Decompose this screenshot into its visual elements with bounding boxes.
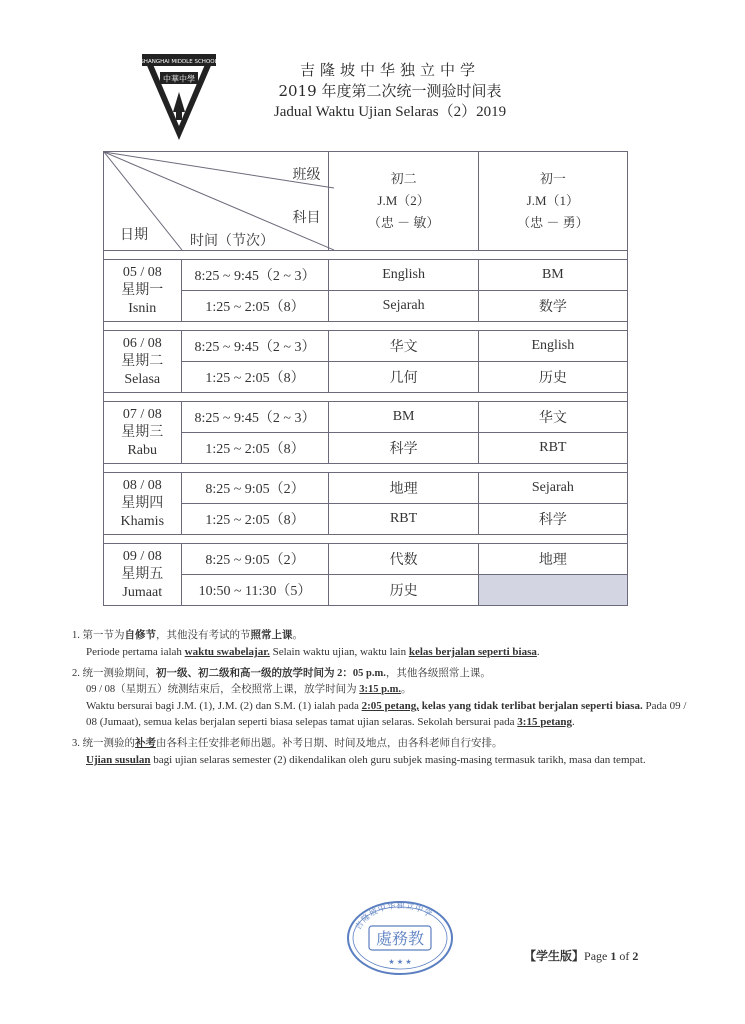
time-cell: 8:25 ~ 9:05（2） — [181, 544, 329, 575]
note-text: 第一节为 — [82, 630, 125, 641]
form2-name: 初二 — [390, 171, 417, 186]
page-label: Page — [584, 949, 611, 963]
note-text: ，其他各级照常上课。 — [385, 668, 491, 679]
corner-cell — [104, 152, 329, 251]
subject-cell: 华文 — [329, 331, 478, 362]
day-date: 08 / 08 — [122, 477, 162, 493]
row-gap — [104, 251, 628, 260]
day-chinese: 星期三 — [121, 424, 164, 440]
note-bold: 初一级、初二级和高一级的放学时间为 2：05 p.m. — [156, 668, 386, 679]
table-header-row — [104, 152, 628, 251]
table-row — [104, 402, 628, 433]
subject-cell: 科学 — [478, 504, 627, 535]
subject-cell: Sejarah — [329, 291, 478, 322]
day-chinese: 星期四 — [121, 495, 164, 511]
time-cell: 10:50 ~ 11:30（5） — [181, 575, 329, 606]
note-number: 3. — [72, 738, 80, 749]
subject-cell: RBT — [478, 433, 627, 464]
form1-sections: （忠 － 勇） — [517, 215, 589, 230]
logo-mid-text: 中華中學 — [163, 74, 195, 84]
note-3 — [72, 736, 692, 768]
note-bold: 3:15 petang — [517, 716, 572, 728]
class-column-header-form2 — [329, 152, 478, 251]
table-row — [104, 544, 628, 575]
day-cell-friday — [104, 544, 182, 606]
note-text: 。 — [292, 630, 303, 641]
logo-top-text: SHANGHAI MIDDLE SCHOOL — [140, 59, 218, 65]
table-row — [104, 331, 628, 362]
page-footer — [524, 947, 638, 964]
note-text: 由各科主任安排老师出题。补考日期、时间及地点，由各科老师自行安排。 — [156, 738, 503, 749]
time-cell: 1:25 ~ 2:05（8） — [181, 362, 329, 393]
exam-timetable — [103, 151, 628, 606]
stamp-stars: ★ ★ ★ — [388, 958, 412, 966]
note-text: . — [572, 716, 575, 728]
note-1 — [72, 628, 692, 660]
table-row — [104, 473, 628, 504]
of-label: of — [616, 949, 633, 963]
subject-cell: English — [329, 260, 478, 291]
subject-cell: 地理 — [329, 473, 478, 504]
form2-code: J.M（2） — [377, 193, 430, 208]
table-row — [104, 575, 628, 606]
row-gap — [104, 322, 628, 331]
note-text: 统一测验期间， — [82, 668, 156, 679]
day-date: 05 / 08 — [122, 264, 162, 280]
day-chinese: 星期二 — [121, 353, 164, 369]
office-stamp — [345, 898, 455, 976]
day-date: 06 / 08 — [122, 335, 162, 351]
note-bold: waktu swabelajar. — [184, 646, 270, 658]
note-text: 。 — [401, 684, 412, 695]
subject-cell: RBT — [329, 504, 478, 535]
table-row — [104, 260, 628, 291]
subject-cell: Sejarah — [478, 473, 627, 504]
school-name: 吉隆坡中华独立中学 — [299, 61, 480, 79]
note-text: 09 / 08（星期五）统测结束后，全校照常上课，放学时间为 — [86, 684, 360, 695]
time-cell: 1:25 ~ 2:05（8） — [181, 291, 329, 322]
day-malay: Rabu — [127, 442, 158, 458]
school-logo — [140, 50, 218, 142]
note-bold: 2:05 petang, — [361, 700, 420, 712]
document-header — [220, 60, 560, 123]
time-cell: 8:25 ~ 9:45（2 ~ 3） — [181, 331, 329, 362]
page-total: 2 — [632, 949, 639, 963]
note-text: bagi ujian selaras semester (2) dikendalikan oleh guru subjek masing-masing termasuk tarikh, masa dan tempat. — [150, 754, 646, 766]
form2-sections: （忠 － 敏） — [367, 215, 440, 230]
subject-cell: 华文 — [478, 402, 627, 433]
note-number: 2. — [72, 668, 80, 679]
note-bold: Ujian susulan — [86, 754, 151, 766]
subject-cell: 科学 — [329, 433, 478, 464]
subject-cell: 数学 — [478, 291, 627, 322]
note-bold: 补考 — [135, 738, 156, 749]
subject-cell: 代数 — [329, 544, 478, 575]
page-number: 1 — [610, 949, 617, 963]
subject-cell: 历史 — [329, 575, 478, 606]
note-bold: 3:15 p.m. — [359, 684, 402, 695]
time-cell: 8:25 ~ 9:45（2 ~ 3） — [181, 260, 329, 291]
table-row — [104, 433, 628, 464]
subject-cell: English — [478, 331, 627, 362]
subject-cell: 几何 — [329, 362, 478, 393]
edition-label: 【学生版】 — [524, 949, 585, 963]
day-cell-wednesday — [104, 402, 182, 464]
row-gap — [104, 393, 628, 402]
subject-cell: BM — [329, 402, 478, 433]
note-bold: 照常上课 — [250, 630, 293, 641]
day-cell-thursday — [104, 473, 182, 535]
time-cell: 8:25 ~ 9:45（2 ~ 3） — [181, 402, 329, 433]
note-text: ，其他没有考试的节 — [156, 630, 251, 641]
time-cell: 1:25 ~ 2:05（8） — [181, 433, 329, 464]
day-chinese: 星期一 — [121, 282, 164, 298]
time-cell: 8:25 ~ 9:05（2） — [181, 473, 329, 504]
row-gap — [104, 464, 628, 473]
note-bold: 自修节 — [124, 630, 156, 641]
day-cell-monday — [104, 260, 182, 322]
day-malay: Khamis — [120, 513, 165, 529]
note-text: . — [536, 646, 540, 658]
subject-cell: 历史 — [478, 362, 627, 393]
note-text: Periode pertama ialah — [86, 646, 185, 658]
class-column-header-form1 — [478, 152, 627, 251]
note-text: Pada 09 / 08 (Jumaat), semua kelas berjalan seperti biasa selepas tamat ujian selaras. Sekolah bersurai pada — [86, 700, 687, 728]
form1-name: 初一 — [539, 171, 566, 186]
day-malay: Selasa — [124, 371, 161, 387]
stamp-center-text: 處務教 — [375, 929, 425, 948]
day-date: 09 / 08 — [122, 548, 162, 564]
corner-time-label: 时间（节次） — [190, 234, 274, 249]
note-bold: kelas berjalan seperti biasa — [408, 646, 537, 658]
note-text: Selain waktu ujian, waktu lain — [269, 646, 409, 658]
table-row — [104, 504, 628, 535]
corner-date-label: 日期 — [120, 228, 148, 243]
subject-cell: BM — [478, 260, 627, 291]
title-chinese: 2019 年度第二次统一测验时间表 — [278, 82, 502, 100]
table-row — [104, 291, 628, 322]
day-date: 07 / 08 — [122, 406, 162, 422]
row-gap — [104, 535, 628, 544]
note-text: Waktu bersurai bagi J.M. (1), J.M. (2) dan S.M. (1) ialah pada — [86, 700, 362, 712]
corner-subject-label: 科目 — [292, 211, 321, 226]
note-number: 1. — [72, 630, 80, 641]
table-row — [104, 362, 628, 393]
note-2 — [72, 666, 692, 730]
note-bold: kelas yang tidak terlibat berjalan seperti biasa. — [419, 700, 643, 712]
time-cell: 1:25 ~ 2:05（8） — [181, 504, 329, 535]
day-malay: Jumaat — [122, 584, 163, 600]
day-malay: Isnin — [128, 300, 157, 316]
day-cell-tuesday — [104, 331, 182, 393]
subject-cell: 地理 — [478, 544, 627, 575]
note-text: 统一测验的 — [82, 738, 135, 749]
day-chinese: 星期五 — [121, 566, 164, 582]
corner-class-label: 班级 — [292, 168, 321, 183]
stamp-ring-text: 吉隆坡中华独立中学 — [353, 900, 435, 932]
notes-section — [72, 628, 692, 774]
empty-shaded-cell — [478, 575, 627, 606]
title-malay: Jadual Waktu Ujian Selaras（2）2019 — [273, 104, 507, 120]
form1-code: J.M（1） — [526, 193, 580, 208]
